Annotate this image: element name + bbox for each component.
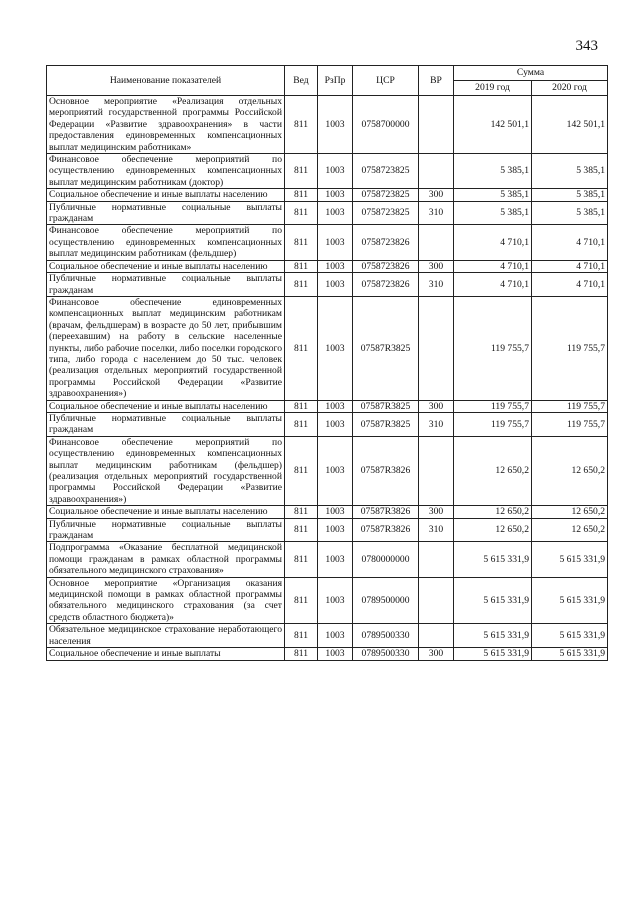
row-ved: 811 (285, 542, 318, 577)
page-number: 343 (575, 38, 598, 54)
row-rzpr: 1003 (318, 296, 353, 400)
row-ved: 811 (285, 273, 318, 297)
row-csr: 0758723825 (353, 154, 419, 189)
row-name: Социальное обеспечение и иные выплаты населению (47, 260, 285, 272)
row-vr: 300 (419, 648, 454, 660)
row-value-2020: 4 710,1 (532, 260, 608, 272)
table-row (47, 412, 608, 436)
row-value-2020: 5 615 331,9 (532, 542, 608, 577)
row-csr: 0758723825 (353, 189, 419, 201)
row-value-2019: 5 615 331,9 (454, 624, 532, 648)
row-value-2020: 4 710,1 (532, 225, 608, 260)
row-ved: 811 (285, 577, 318, 624)
table-row (47, 400, 608, 412)
row-rzpr: 1003 (318, 624, 353, 648)
row-csr: 07587R3825 (353, 412, 419, 436)
table-row (47, 154, 608, 189)
row-ved: 811 (285, 296, 318, 400)
row-value-2019: 5 385,1 (454, 189, 532, 201)
row-vr: 310 (419, 412, 454, 436)
row-ved: 811 (285, 154, 318, 189)
row-csr: 0758723826 (353, 260, 419, 272)
row-rzpr: 1003 (318, 436, 353, 505)
row-value-2020: 5 385,1 (532, 189, 608, 201)
row-ved: 811 (285, 506, 318, 518)
header-year-2019: 2019 год (454, 81, 532, 96)
row-ved: 811 (285, 189, 318, 201)
row-ved: 811 (285, 96, 318, 154)
row-csr: 07587R3825 (353, 400, 419, 412)
row-value-2019: 119 755,7 (454, 296, 532, 400)
row-ved: 811 (285, 201, 318, 225)
row-rzpr: 1003 (318, 412, 353, 436)
table-row (47, 648, 608, 660)
row-csr: 0780000000 (353, 542, 419, 577)
row-ved: 811 (285, 518, 318, 542)
row-rzpr: 1003 (318, 96, 353, 154)
row-csr: 07587R3826 (353, 518, 419, 542)
header-sum: Сумма (454, 66, 608, 81)
row-name: Публичные нормативные социальные выплаты гражданам (47, 518, 285, 542)
table-row (47, 189, 608, 201)
row-vr (419, 296, 454, 400)
row-csr: 07587R3826 (353, 436, 419, 505)
row-rzpr: 1003 (318, 506, 353, 518)
row-name: Социальное обеспечение и иные выплаты (47, 648, 285, 660)
table-row (47, 96, 608, 154)
row-vr: 300 (419, 506, 454, 518)
row-value-2019: 142 501,1 (454, 96, 532, 154)
row-value-2020: 142 501,1 (532, 96, 608, 154)
row-name: Финансовое обеспечение единовременных компенсационных выплат медицинским работникам (врачам, фельдшерам) в возрасте до 50 лет, прибывшим (переехавшим) на работу в сельские населенные пункты, либо рабочие поселки, либо поселки городского типа, либо города с населением до 50 тыс. человек (реализация отдельных мероприятий государственной программы Российской Федерации «Развитие здравоохранения») (47, 296, 285, 400)
row-name: Подпрограмма «Оказание бесплатной медицинской помощи гражданам в рамках областной программы обязательного медицинского страхования» (47, 542, 285, 577)
row-vr (419, 436, 454, 505)
row-ved: 811 (285, 260, 318, 272)
table-row (47, 201, 608, 225)
row-ved: 811 (285, 648, 318, 660)
row-vr (419, 542, 454, 577)
row-csr: 07587R3826 (353, 506, 419, 518)
table-row (47, 273, 608, 297)
row-rzpr: 1003 (318, 542, 353, 577)
row-name: Социальное обеспечение и иные выплаты населению (47, 506, 285, 518)
row-name: Основное мероприятие «Реализация отдельных мероприятий государственной программы Российской Федерации «Развитие здравоохранения» в части предоставления единовременных компенсационных выплат медицинским работникам» (47, 96, 285, 154)
row-ved: 811 (285, 400, 318, 412)
row-name: Финансовое обеспечение мероприятий по осуществлению единовременных компенсационных выплат медицинским работникам (фельдшер) (реализация отдельных мероприятий государственной программы Российской Федерации «Развитие здравоохранения») (47, 436, 285, 505)
row-vr (419, 154, 454, 189)
row-rzpr: 1003 (318, 201, 353, 225)
row-value-2020: 12 650,2 (532, 506, 608, 518)
row-rzpr: 1003 (318, 400, 353, 412)
row-rzpr: 1003 (318, 648, 353, 660)
row-vr: 310 (419, 273, 454, 297)
table-row (47, 225, 608, 260)
row-name: Публичные нормативные социальные выплаты гражданам (47, 201, 285, 225)
row-vr (419, 624, 454, 648)
row-csr: 0789500330 (353, 648, 419, 660)
row-name: Публичные нормативные социальные выплаты гражданам (47, 412, 285, 436)
row-csr: 0758700000 (353, 96, 419, 154)
row-value-2020: 5 385,1 (532, 201, 608, 225)
table-row (47, 296, 608, 400)
row-value-2019: 119 755,7 (454, 400, 532, 412)
header-year-2020: 2020 год (532, 81, 608, 96)
row-name: Обязательное медицинское страхование неработающего населения (47, 624, 285, 648)
row-vr (419, 225, 454, 260)
row-rzpr: 1003 (318, 189, 353, 201)
row-value-2020: 12 650,2 (532, 518, 608, 542)
row-ved: 811 (285, 225, 318, 260)
row-rzpr: 1003 (318, 273, 353, 297)
row-rzpr: 1003 (318, 225, 353, 260)
row-vr: 300 (419, 260, 454, 272)
row-value-2019: 5 385,1 (454, 154, 532, 189)
header-ved: Вед (285, 66, 318, 96)
row-value-2020: 119 755,7 (532, 296, 608, 400)
row-rzpr: 1003 (318, 260, 353, 272)
row-name: Финансовое обеспечение мероприятий по осуществлению единовременных компенсационных выплат медицинским работникам (доктор) (47, 154, 285, 189)
table-row (47, 506, 608, 518)
row-csr: 0789500000 (353, 577, 419, 624)
table-row (47, 518, 608, 542)
row-vr: 300 (419, 400, 454, 412)
table-row (47, 624, 608, 648)
row-value-2019: 12 650,2 (454, 506, 532, 518)
row-value-2020: 119 755,7 (532, 400, 608, 412)
header-rzpr: РзПр (318, 66, 353, 96)
budget-table (46, 65, 608, 661)
row-ved: 811 (285, 412, 318, 436)
row-value-2019: 5 615 331,9 (454, 577, 532, 624)
row-ved: 811 (285, 624, 318, 648)
header-csr: ЦСР (353, 66, 419, 96)
header-vr: ВР (419, 66, 454, 96)
row-value-2019: 5 385,1 (454, 201, 532, 225)
row-value-2019: 4 710,1 (454, 225, 532, 260)
row-vr: 300 (419, 189, 454, 201)
header-name: Наименование показателей (47, 66, 285, 96)
row-value-2019: 4 710,1 (454, 273, 532, 297)
header-row (47, 66, 608, 81)
row-value-2019: 5 615 331,9 (454, 648, 532, 660)
row-vr: 310 (419, 518, 454, 542)
row-value-2020: 12 650,2 (532, 436, 608, 505)
row-value-2020: 5 615 331,9 (532, 577, 608, 624)
row-value-2020: 5 385,1 (532, 154, 608, 189)
row-vr (419, 577, 454, 624)
row-csr: 07587R3825 (353, 296, 419, 400)
row-vr (419, 96, 454, 154)
row-rzpr: 1003 (318, 577, 353, 624)
row-value-2020: 119 755,7 (532, 412, 608, 436)
row-value-2019: 119 755,7 (454, 412, 532, 436)
row-value-2020: 5 615 331,9 (532, 624, 608, 648)
table-row (47, 577, 608, 624)
row-name: Основное мероприятие «Организация оказания медицинской помощи в рамках областной программы обязательного медицинского страхования (за счет средств областного бюджета)» (47, 577, 285, 624)
row-name: Публичные нормативные социальные выплаты гражданам (47, 273, 285, 297)
table-row (47, 542, 608, 577)
row-name: Социальное обеспечение и иные выплаты населению (47, 400, 285, 412)
row-value-2019: 5 615 331,9 (454, 542, 532, 577)
row-csr: 0789500330 (353, 624, 419, 648)
row-rzpr: 1003 (318, 518, 353, 542)
row-ved: 811 (285, 436, 318, 505)
row-value-2019: 12 650,2 (454, 518, 532, 542)
row-value-2020: 5 615 331,9 (532, 648, 608, 660)
row-vr: 310 (419, 201, 454, 225)
row-rzpr: 1003 (318, 154, 353, 189)
row-value-2020: 4 710,1 (532, 273, 608, 297)
row-value-2019: 12 650,2 (454, 436, 532, 505)
row-name: Финансовое обеспечение мероприятий по осуществлению единовременных компенсационных выплат медицинским работникам (фельдшер) (47, 225, 285, 260)
table-row (47, 260, 608, 272)
table-row (47, 436, 608, 505)
row-value-2019: 4 710,1 (454, 260, 532, 272)
row-name: Социальное обеспечение и иные выплаты населению (47, 189, 285, 201)
row-csr: 0758723825 (353, 201, 419, 225)
row-csr: 0758723826 (353, 273, 419, 297)
row-csr: 0758723826 (353, 225, 419, 260)
